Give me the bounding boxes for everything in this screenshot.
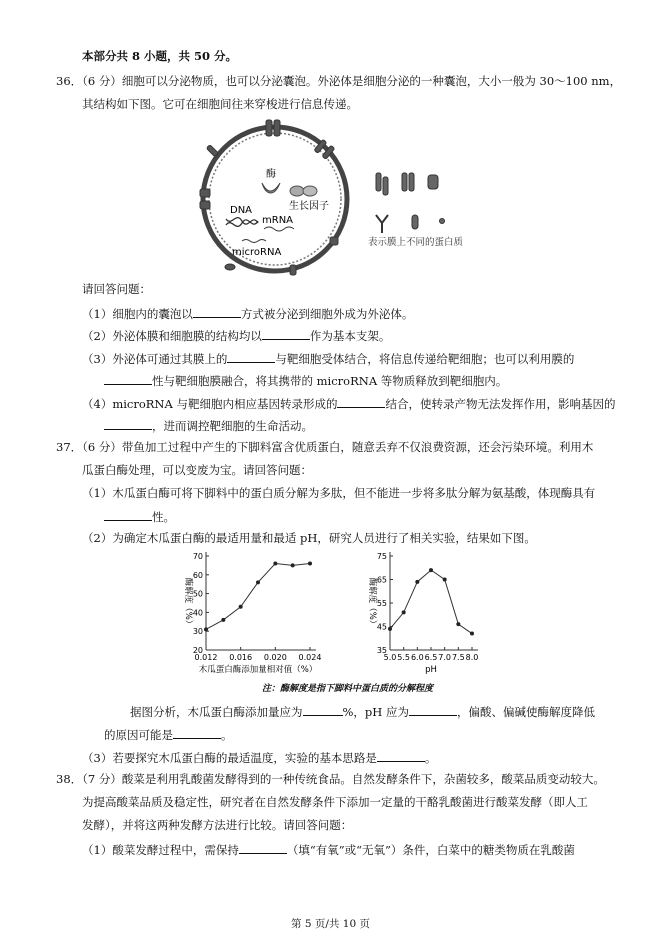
question-38-stem-line1: 38．（7 分）酸菜是利用乳酸菌发酵得到的一种传统食品。自然发酵条件下，杂菌较多，酸菜品质变动较大。: [56, 772, 605, 786]
answer-blank[interactable]: [409, 703, 457, 716]
membrane-protein-icon: [200, 189, 210, 197]
data-point: [239, 605, 243, 609]
question-36-prompt: 请回答问题：: [82, 282, 151, 296]
membrane-protein-icon: [330, 237, 338, 245]
answer-blank[interactable]: [227, 350, 275, 363]
y-tick-label: 60: [192, 570, 203, 580]
data-point: [456, 622, 460, 626]
question-37-part2-analysis-line2: 的原因可能是 。: [104, 728, 233, 742]
y-axis-label: 酶解度（%）: [183, 577, 193, 629]
data-point: [308, 562, 312, 566]
ph-chart: [348, 548, 488, 676]
protein-type-icon: [402, 173, 407, 191]
data-point: [221, 618, 225, 622]
membrane-protein-icon: [266, 120, 272, 136]
question-37-stem-line2: 瓜蛋白酶处理，可以变废为宝。请回答问题：: [82, 463, 312, 477]
y-axis-label: 酶解度（%）: [367, 577, 377, 629]
protein-type-icon: [412, 215, 418, 229]
answer-blank[interactable]: [104, 508, 152, 521]
x-tick-label: 6.5: [424, 653, 438, 662]
question-37-part1-line2: 性。: [104, 508, 175, 525]
question-38-number: 38．: [56, 772, 83, 786]
mrna-icon: [264, 227, 294, 231]
growth-factor-icon: [290, 186, 304, 196]
answer-blank[interactable]: [337, 395, 385, 408]
exosome-figure: [190, 117, 490, 277]
protein-type-icon: [428, 175, 438, 189]
page-footer: 第 5 页/共 10 页: [291, 918, 370, 930]
microrna-label: microRNA: [232, 247, 282, 258]
x-tick-label: 0.016: [229, 653, 253, 662]
question-37-part3: （3）若要探究木瓜蛋白酶的最适温度，实验的基本思路是 。: [82, 751, 437, 765]
question-36-stem-text: （6 分）细胞可以分泌物质，也可以分泌囊泡。外泌体是细胞分泌的一种囊泡，大小一般为 30～100 nm，: [82, 74, 622, 88]
question-36-number: 36．: [56, 74, 83, 88]
x-tick-label: 8.0: [465, 653, 479, 662]
question-36-part4-line1: （4）microRNA 与靶细胞内相应基因转录形成的 结合，使转录产物无法发挥作用，影响基因的: [82, 397, 616, 411]
data-point: [291, 563, 295, 567]
x-tick-label: 6.0: [410, 653, 424, 662]
question-36-part1: （1）细胞内的囊泡以 方式被分泌到细胞外成为外泌体。: [82, 307, 414, 321]
data-point: [204, 627, 208, 631]
answer-blank[interactable]: [377, 749, 425, 762]
answer-blank[interactable]: [173, 726, 221, 739]
answer-blank[interactable]: [239, 841, 287, 854]
y-tick-label: 35: [376, 646, 387, 655]
x-tick-label: 5.0: [383, 653, 397, 662]
question-38-stem-line2: 为提高酸菜品质及稳定性，研究者在自然发酵条件下添加一定量的干酪乳酸菌进行酸菜发酵（即人工: [82, 795, 588, 809]
microrna-icon: [242, 240, 266, 243]
data-point: [402, 610, 406, 614]
answer-blank[interactable]: [262, 327, 310, 340]
protein-type-icon: [440, 219, 445, 224]
y-tick-label: 50: [192, 589, 203, 599]
x-tick-label: 0.012: [194, 653, 218, 662]
dna-label: DNA: [230, 205, 253, 216]
question-36-stem-line2: 其结构如下图。它可在细胞间往来穿梭进行信息传递。: [82, 97, 358, 111]
y-tick-label: 55: [376, 599, 387, 608]
y-tick-label: 65: [376, 575, 387, 585]
x-tick-label: 0.020: [263, 653, 287, 662]
question-36-stem-line1: [56, 74, 621, 89]
data-point: [429, 568, 433, 572]
protein-legend: [376, 173, 445, 233]
answer-blank[interactable]: [303, 703, 343, 716]
answer-blank[interactable]: [104, 372, 152, 385]
protein-type-icon: [376, 215, 388, 233]
data-point: [256, 580, 260, 584]
x-tick-label: 7.0: [438, 653, 452, 662]
y-tick-label: 70: [192, 552, 203, 561]
question-37-part2-analysis-line1: 据图分析，木瓜蛋白酶添加量应为 %，pH 应为 ，偏酸、偏碱使酶解度降低: [130, 705, 595, 719]
answer-blank[interactable]: [193, 305, 241, 318]
question-37-stem-line1: 37．（6 分）带鱼加工过程中产生的下脚料富含优质蛋白，随意丢弃不仅浪费资源，还会污染环境。利用木: [56, 440, 594, 454]
y-tick-label: 30: [192, 627, 203, 637]
x-axis-label: pH: [425, 665, 437, 675]
enzyme-amount-chart: [160, 548, 330, 676]
data-point: [415, 580, 419, 584]
x-tick-label: 0.024: [298, 653, 322, 662]
question-38-stem-line3: 发酵），并将这两种发酵方法进行比较。请回答问题：: [82, 818, 353, 832]
enzyme-icon: [262, 183, 280, 193]
data-point: [388, 627, 392, 631]
y-tick-label: 20: [192, 646, 203, 655]
mrna-label: mRNA: [262, 215, 294, 226]
y-tick-label: 40: [192, 608, 203, 618]
enzyme-label: 酶: [266, 169, 276, 180]
protein-legend-caption: 表示膜上不同的蛋白质: [368, 237, 464, 248]
data-point: [273, 562, 277, 566]
y-tick-label: 75: [376, 552, 387, 561]
question-36-part3-line2: 性与靶细胞膜融合，将其携带的 microRNA 等物质释放到靶细胞内。: [104, 372, 507, 389]
x-axis-label: 木瓜蛋白酶添加量相对值（%）: [198, 665, 318, 675]
chart-note: 注：酶解度是指下脚料中蛋白质的分解程度: [262, 684, 434, 694]
y-tick-label: 45: [376, 622, 387, 632]
x-tick-label: 5.5: [397, 653, 411, 662]
x-tick-label: 7.5: [451, 653, 465, 662]
data-point: [470, 632, 474, 636]
question-36-part3-line1: （3）外泌体可通过其膜上的 与靶细胞受体结合，将信息传递给靶细胞；也可以利用膜的: [82, 352, 575, 366]
section-header: 本部分共 8 小题，共 50 分。: [82, 49, 238, 63]
growth-factor-label: 生长因子: [289, 201, 329, 212]
protein-type-icon: [376, 173, 381, 191]
question-37-number: 37．: [56, 440, 83, 454]
question-38-part1: （1）酸菜发酵过程中，需保持 （填“有氧”或“无氧”）条件，白菜中的糖类物质在乳酸菌: [82, 843, 575, 857]
question-37-part2: （2）为确定木瓜蛋白酶的最适用量和最适 pH，研究人员进行了相关实验，结果如下图。: [82, 531, 536, 545]
question-36-part4-line2: ，进而调控靶细胞的生命活动。: [104, 417, 313, 434]
data-point: [443, 578, 447, 582]
answer-blank[interactable]: [104, 417, 152, 430]
question-37-part1-line1: （1）木瓜蛋白酶可将下脚料中的蛋白质分解为多肽，但不能进一步将多肽分解为氨基酸，体现酶具有: [82, 486, 596, 500]
question-36-part2: （2）外泌体膜和细胞膜的结构均以 作为基本支架。: [82, 329, 391, 343]
